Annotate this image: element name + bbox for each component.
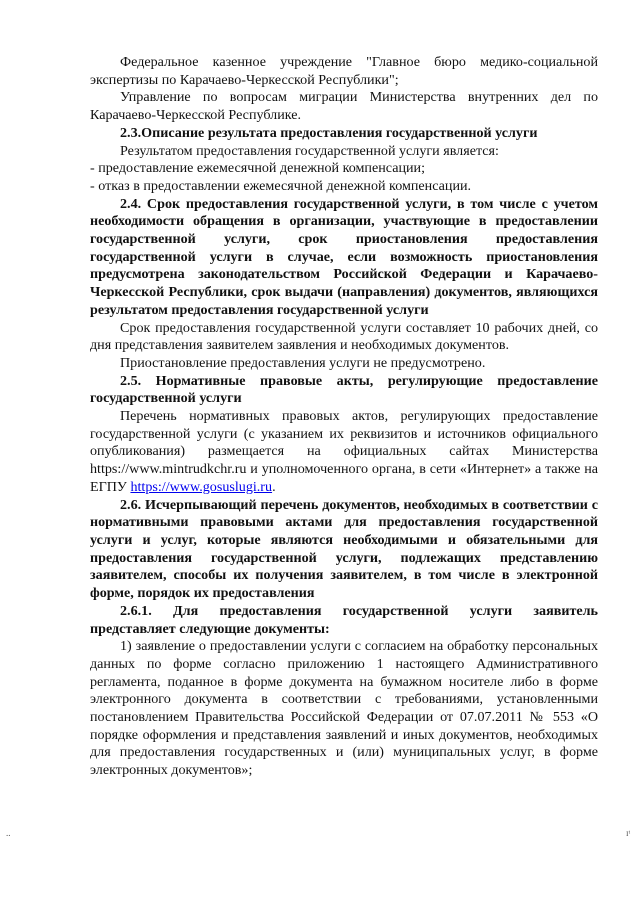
paragraph-migration-office: Управление по вопросам миграции Министерства внутренних дел по Карачаево-Черкесской Республике. [90, 89, 598, 124]
list-item-refusal: - отказ в предоставлении ежемесячной денежной компенсации. [90, 177, 472, 194]
paragraph-term: Срок предоставления государственной услуги составляет 10 рабочих дней, со дня представления заявителем заявления и необходимых документов. [90, 319, 598, 354]
heading-2-6-1: 2.6.1. Для предоставления государственной услуги заявитель представляет следующие документы: [90, 602, 598, 637]
heading-2-5: 2.5. Нормативные правовые акты, регулирующие предоставление государственной услуги [90, 372, 598, 407]
left-margin-mark: .. [6, 828, 11, 838]
list-item-grant: - предоставление ежемесячной денежной компенсации; [90, 160, 425, 177]
legal-acts-tail: . [272, 478, 276, 495]
heading-2-4: 2.4. Срок предоставления государственной услуги, в том числе с учетом необходимости обращения в организации, участвующие в предоставлении государственной услуги, срок приостановления предоставления государственной услуги в случае, если возможность приостановления предусмотрена законодательством Российской Федерации и Карачаево-Черкесской Республики, срок выдачи (направления) документов, являющихся результатом предоставления государственной услуги [90, 195, 598, 318]
gosuslugi-link[interactable]: https://www.gosuslugi.ru [130, 478, 273, 495]
heading-2-6: 2.6. Исчерпывающий перечень документов, необходимых в соответствии с нормативными правовыми актами для предоставления государственной услуги и услуг, которые являются необходимыми и обязательными для предоставления государственной услуги, подлежащих представлению заявителем, способы их получения заявителем, в том числе в электронной форме, порядок их предоставления [90, 496, 598, 602]
legal-acts-text: Перечень нормативных правовых актов, регулирующих предоставление государственной услуги (с указанием их реквизитов и источников официального опубликования) размещается на официальных сайтах Министерства https://www.mintrudkchr.ru и уполномоченного органа, в сети «Интернет» а также на ЕГПУ [90, 408, 598, 495]
heading-2-3: 2.3.Описание результата предоставления государственной услуги [120, 124, 538, 141]
document-page [90, 54, 598, 780]
paragraph-application: 1) заявление о предоставлении услуги с согласием на обработку персональных данных по форме согласно приложению 1 настоящего Административного регламента, поданное в форме документа на бумажном носителе либо в форме электронного документа в соответствии с требованиями, установленными постановлением Правительства Российской Федерации от 07.07.2011 № 553 «О порядке оформления и представления заявлений и иных документов, необходимых для предоставления государственных и (или) муниципальных услуг, в форме электронных документов»; [90, 638, 598, 779]
paragraph-legal-acts [90, 408, 598, 497]
paragraph-mse-bureau: Федеральное казенное учреждение "Главное бюро медико-социальной экспертизы по Карачаево-Черкесской Республики"; [90, 54, 598, 88]
paragraph-suspension: Приостановление предоставления услуги не предусмотрено. [120, 354, 486, 371]
right-margin-mark: ɪᵗ [626, 828, 631, 838]
paragraph-result-intro: Результатом предоставления государственной услуги является: [120, 142, 499, 159]
